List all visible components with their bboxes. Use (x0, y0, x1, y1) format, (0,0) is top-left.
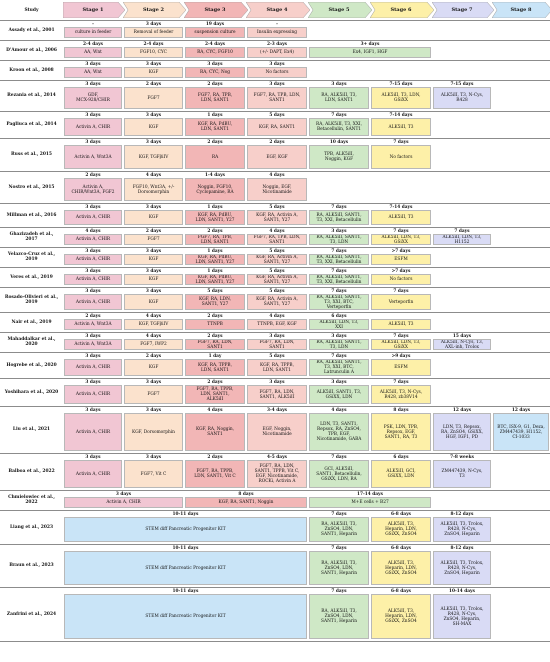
stage-factors: Activin A, CHIR (64, 118, 122, 136)
stage-duration: 3 days (145, 204, 162, 210)
stage-factors: RA, ALK5iII, SANT1, T3, XXI, BTC, Verteporfin (309, 294, 369, 310)
stage-duration: 4 days (85, 228, 101, 234)
stage-duration: 7-14 days (389, 112, 413, 118)
stage-duration: 4 days (145, 172, 162, 178)
stage-duration: 3+ days (360, 41, 380, 47)
stage-factors: Activin A, CHIR (64, 413, 122, 451)
stage-factors: FGF7 (124, 234, 183, 245)
stage-duration: 5 days (269, 288, 285, 294)
stage-factors: RA, ALK5iII, T3, ZnSO4, LDN, SANT1, Heparin (309, 594, 369, 639)
study-header: Study (24, 7, 39, 13)
stage-factors: KGF (124, 294, 183, 310)
study-name: Nostro et al., 2015 (8, 184, 55, 190)
stage-factors: KGF, RA, SANT1 (247, 118, 307, 136)
study-name: Ghazizadeh et al., 2017 (9, 232, 54, 242)
stage-duration: 12 days (511, 407, 531, 413)
stage-factors: Activin A, Wnt3A (64, 319, 122, 330)
stage-factors: STEM diff Pancreatic Progenitor KIT (64, 594, 307, 639)
stage-factors: Noggin, FGF10, Cyclopamine, RA (185, 178, 245, 201)
stage-duration: 2 days (207, 379, 223, 385)
stage-duration: 4 days (145, 333, 162, 339)
stage-factors: ALK5iII, T3, Trolox, R428, N-Cys, ZnSO4, Heparin (433, 551, 491, 585)
stage-factors: FGF7 (124, 87, 183, 109)
stage-duration: 2 days (145, 353, 162, 359)
stage-duration: 2 days (207, 333, 223, 339)
stage-duration: 4 days (269, 228, 285, 234)
stage-duration: 2 days (145, 228, 162, 234)
stage-factors: KGF, RA, PdBU, LDN, SANT1, Y27 (185, 274, 245, 285)
stage-factors: RA, ALK5iII, T3, LDN, SANT1 (309, 87, 369, 109)
stage-factors: ALK5iII, T3 (371, 118, 431, 136)
stage-factors: RA, ALK5iII, T3, ZnSO4, LDN, SANT1, Heparin (309, 551, 369, 585)
row-divider (0, 641, 550, 642)
stage-factors: ALK5iII, N-Cys, T3, AXL-inh, Trolox (433, 339, 491, 350)
stage-duration: 3 days (269, 81, 285, 87)
stage-factors: BTC, ISX-9, G1, Deza, ZM447439, H1152, CI-1033 (493, 413, 549, 451)
stage-duration: 2 days (207, 313, 223, 319)
stage-duration: 7 days (331, 204, 347, 210)
study-name: Yoshihara et al., 2020 (4, 389, 59, 395)
stage-duration: 2 days (207, 81, 223, 87)
stage-duration: 5 days (269, 268, 285, 274)
stage-factors: suspension culture (185, 27, 245, 38)
stage-factors: PSK, LDN, TPB, Repsox, EGF, SANT1, RA, T3 (371, 413, 431, 451)
stage-duration: 7 days (331, 588, 347, 594)
stage-header-label: Stage 5 (328, 7, 350, 13)
stage-header-label: Stage 1 (82, 7, 104, 13)
stage-duration: 7 days (331, 353, 347, 359)
stage-factors: EGF, Noggin, Nicotinamide (247, 413, 307, 451)
stage-duration: 2 days (207, 139, 223, 145)
stage-duration: 3 days (85, 333, 101, 339)
stage-duration: 3 days (331, 379, 347, 385)
stage-duration: 3 days (269, 379, 285, 385)
study-name: Velazco-Cruz et al., 2019 (7, 252, 56, 262)
stage-duration: 3 days (85, 268, 101, 274)
stage-factors: Activin A, Wnt3A (64, 145, 122, 169)
stage-duration: 3 days (85, 248, 101, 254)
stage-duration: 2 days (207, 454, 223, 460)
study-name: Nair et al., 2019 (11, 319, 52, 325)
stage-duration: 6-8 days (391, 511, 411, 517)
stage-duration: 6 days (331, 313, 347, 319)
stage-factors: Activin A, CHIR (64, 497, 183, 508)
stage-duration: 7 days (393, 379, 409, 385)
stage-duration: 7 days (393, 139, 409, 145)
stage-duration: 3 days (85, 61, 101, 67)
stage-factors: Activin A, CHIR (64, 294, 122, 310)
stage-duration: 7 days (393, 228, 409, 234)
stage-duration: 1 days (207, 248, 223, 254)
stage-duration: 3 days (331, 81, 347, 87)
stage-duration: 17-14 days (357, 491, 383, 497)
study-name: Mahaddalkar et al., 2020 (7, 337, 56, 347)
stage-duration: 1 days (207, 112, 223, 118)
stage-duration: 3 days (331, 228, 347, 234)
stage-factors: LDN, T3, SANT1, Repsox, RA, ZnSO4, TPB, EGF, Nicotinamide, GABA (309, 413, 369, 451)
stage-factors: ALK5iII, T3, N-Cys, R428 (433, 87, 491, 109)
stage-duration: >7 days (391, 248, 411, 254)
stage-duration: 3 days (145, 112, 162, 118)
study-name: Pagliuca et al., 2014 (6, 122, 57, 127)
stage-factors: KGF (124, 210, 183, 225)
stage-duration: 6-8 days (391, 545, 411, 551)
stage-factors: FGF7, RA, TPB, LDN, SANT1 (185, 234, 245, 245)
stage-factors: RA, ALK5iII, T3, ZnSO4, LDN, SANT1, Heparin (309, 517, 369, 542)
stage-duration: 3 days (85, 454, 101, 460)
stage-factors: RA, ALK5iII, SANT1, T3, XXI, Betacellulin (309, 210, 369, 225)
stage-factors: RA, CYC, Nog (185, 67, 245, 78)
stage-duration: 3 days (269, 61, 285, 67)
stage-factors: ALK5iII, T3 (371, 210, 431, 225)
stage-duration: >9 days (391, 353, 411, 359)
stage-duration: 5 days (207, 288, 223, 294)
stage-factors: KGF, RA, TPPB, LDN, SANT1 (185, 359, 245, 376)
stage-factors: KGF, RA, TPPB, LDN, SANT1 (247, 359, 307, 376)
stage-duration: 2 days (207, 228, 223, 234)
stage-factors: FGF7, RA, LDN, SANT1, ALK5iII (247, 385, 307, 404)
stage-factors: ALK5iII, T3, N-Cys, R428, zb38V14 (371, 385, 431, 404)
stage-duration: 4 days (145, 313, 162, 319)
stage-factors: TTNPB, EGF, KGF (247, 319, 307, 330)
stage-factors: STEM diff Pancreatic Progenitor KIT (64, 517, 307, 542)
stage-factors: KGF, RA, Activin A, SANT1, Y27 (247, 210, 307, 225)
stage-factors: ALK5iII, T3, Trolox, R428, N-Cys, ZnSO4, Heparin, SH-MAX (433, 594, 491, 639)
stage-duration: 3 days (145, 21, 162, 27)
stage-header-label: Stage 7 (451, 7, 473, 13)
stage-duration: 3 days (85, 139, 101, 145)
stage-factors: Activin A, CHIR (64, 254, 122, 265)
stage-factors: KGF, RA, PdBU, LDN, SANT1 (185, 118, 245, 136)
stage-factors: FGF7, RA, LDN, SANT1, TPPB, Vit C, EGF, Nicotinamide, ROCKi, Activin A (247, 460, 307, 488)
study-name: Braun et al., 2023 (9, 563, 54, 568)
stage-duration: 2-4 days (205, 41, 225, 47)
stage-factors: ALK5iII, T3, Trolox, R428, N-Cys, ZnSO4, Heparin (433, 517, 491, 542)
stage-factors: KGF (124, 254, 183, 265)
stage-duration: 7 days (331, 248, 347, 254)
stage-duration: 4 days (331, 407, 347, 413)
stage-factors: FGF7, RA, TPPB, LDN, SANT1, Vit C (185, 460, 245, 488)
stage-duration: 2 days (269, 139, 285, 145)
stage-duration: - (92, 21, 94, 27)
stage-duration: 5 days (269, 204, 285, 210)
study-name: Millman et al., 2016 (6, 212, 57, 218)
stage-duration: 5 days (269, 248, 285, 254)
study-name: Chmielowiec et al., 2022 (8, 495, 55, 505)
study-name: Russ et al., 2015 (11, 152, 52, 157)
stage-duration: 6-8 days (391, 588, 411, 594)
stage-duration: 2 days (85, 172, 101, 178)
stage-factors: Activin A, CHIR (64, 385, 122, 404)
study-name: Liang et al., 2023 (9, 524, 54, 530)
stage-factors: FGF7, RA, TPPB, LDN, SANT1, ALK5iII (185, 385, 245, 404)
stage-factors: Insulin expressing (247, 27, 307, 38)
stage-factors: FGF7, RA, TPB, LDN, SANT1 (185, 87, 245, 109)
stage-factors: Activin A, CHIR (64, 274, 122, 285)
stage-factors: FGF7, RA, LDN, SANT1 (185, 339, 245, 350)
stage-duration: 7 days (393, 333, 409, 339)
stage-factors: KGF, RA, LDN, SANT1, Y27 (185, 294, 245, 310)
stage-duration: 3 days (85, 288, 101, 294)
stage-factors: TTNPB (185, 319, 245, 330)
stage-factors: KGF, RA, Noggin, SANT1 (185, 413, 245, 451)
stage-factors: FGF7 (124, 385, 183, 404)
stage-duration: 6 days (393, 454, 409, 460)
stage-factors: GDF, MCX-928/CHIR (64, 87, 122, 109)
study-name: Balboa et al., 2022 (8, 469, 55, 474)
stage-factors: ALK5iII, T3, Heparin, LDN, GSiXX, ZnSO4 (371, 551, 431, 585)
stage-duration: 15 days (452, 333, 472, 339)
stage-duration: 2 days (85, 313, 101, 319)
stage-duration: 3 days (145, 139, 162, 145)
stage-duration: 3 days (145, 454, 162, 460)
stage-duration: 2 days (145, 81, 162, 87)
study-name: Zanfrini et al., 2024 (6, 611, 57, 617)
stage-factors: culture in feeder (64, 27, 122, 38)
stage-duration: 3 days (85, 379, 101, 385)
stage-factors: ZM447439, N-Cys, T3 (433, 460, 491, 488)
stage-duration: 10-14 days (449, 588, 475, 594)
stage-factors: FGF10, Wnt3A, +/- Dorsomorphin (124, 178, 183, 201)
stage-duration: 3 days (85, 112, 101, 118)
stage-factors: ALK5iII, LDN, T3, GSiXX (371, 339, 431, 350)
stage-duration: 4 days (269, 313, 285, 319)
stage-duration: 3 days (85, 407, 101, 413)
stage-factors: ALK5iII, T3, Heparin, LDN, GSiXX, ZnSO4 (371, 517, 431, 542)
stage-duration: 7 days (454, 228, 470, 234)
stage-factors: Activin A, CHIR (64, 460, 122, 488)
stage-duration: 3 days (85, 353, 101, 359)
study-name: Liu et al., 2021 (12, 427, 51, 432)
stage-factors: KGF (124, 359, 183, 376)
stage-factors: FGF7, RA, LDN, SANT1 (247, 339, 307, 350)
stage-duration: 3 days (145, 407, 162, 413)
stage-duration: 8-12 days (450, 545, 474, 551)
stage-factors: LDN, T3, Repsox, RA, ZnSO4, GSiXX, HGF, IGF1, PD (433, 413, 491, 451)
stage-factors: AA, Wnt (64, 47, 122, 58)
stage-duration: 3 days (145, 61, 162, 67)
stage-factors: No factors (371, 145, 431, 169)
stage-factors: STEM diff Pancreatic Progenitor KIT (64, 551, 307, 585)
stage-factors: FGF7, IWP2 (124, 339, 183, 350)
stage-factors: KGF, RA, PdBU, LDN, SANT1, Y27 (185, 254, 245, 265)
stage-factors: No factors (371, 274, 431, 285)
stage-duration: 7-15 days (450, 81, 474, 87)
stage-duration: 8-12 days (450, 511, 474, 517)
stage-duration: 3 days (115, 491, 132, 497)
stage-duration: 8 days (238, 491, 254, 497)
stage-factors: Activin A, CHIR (64, 234, 122, 245)
stage-factors: RA (185, 145, 245, 169)
stage-factors: KGF, TGFβiIV (124, 145, 183, 169)
stage-factors: ESFM (371, 254, 431, 265)
stage-factors: M+E cells + B27 (309, 497, 431, 508)
stage-duration: >7 days (391, 268, 411, 274)
stage-duration: 7 days (331, 511, 347, 517)
stage-duration: 3 days (145, 288, 162, 294)
stage-factors: GCI, ALK5iII, SANT1, Betacellulin, GSiXX, LDN, RA (309, 460, 369, 488)
stage-factors: RA, ALK5iII, SANT1, T3, XXI, Betacellulin (309, 254, 369, 265)
stage-duration: 10-11 days (172, 588, 199, 594)
stage-factors: RA, CYC, FGF10 (185, 47, 245, 58)
stage-factors: (+/- DAPT, Ex4) (247, 47, 307, 58)
stage-duration: 7-14 days (389, 204, 413, 210)
stage-duration: 10 days (329, 139, 349, 145)
stage-duration: 3 days (207, 61, 223, 67)
stage-factors: No factors (247, 67, 307, 78)
stage-factors: RA, ALK5iII, SANT1, T3, LDN (309, 234, 369, 245)
stage-factors: ALK5iII, SANT1, T3, GSiXX, LDN (309, 385, 369, 404)
stage-factors: FGF10, CYC (124, 47, 183, 58)
stage-factors: RA, ALK5iII, SANT1, T3, XXI, Betacellulin (309, 274, 369, 285)
stage-factors: TPB, ALK5iII, Noggin, KGF (309, 145, 369, 169)
study-name: Veres et al., 2019 (10, 274, 53, 280)
stage-factors: Activin A, CHIR (64, 359, 122, 376)
stage-factors: KGF, TGFβiIV (124, 319, 183, 330)
stage-factors: ESFM (371, 359, 431, 376)
stage-header-label: Stage 4 (266, 7, 288, 13)
stage-factors: KGF (124, 67, 183, 78)
stage-duration: 3 days (331, 333, 347, 339)
stage-factors: Activin A, CHIR/Wnt3A, FGF2 (64, 178, 122, 201)
stage-header-label: Stage 8 (510, 7, 532, 13)
stage-duration: 4 days (207, 407, 223, 413)
stage-factors: ALK5iII, LDN, T3, XXI (309, 319, 369, 330)
stage-factors: KGF, RA, Activin A, SANT1, Y27 (247, 274, 307, 285)
stage-duration: 5 days (269, 112, 285, 118)
stage-factors: RA, ALK5iII, T3, XXI, Betacellulin, SANT1 (309, 118, 369, 136)
stage-factors: Verteporfin (371, 294, 431, 310)
stage-duration: 5 days (269, 353, 285, 359)
study-name: D'Amour et al., 2006 (6, 47, 57, 53)
stage-factors: AA, Wnt (64, 67, 122, 78)
study-name: Hogrebe et al., 2020 (6, 362, 57, 368)
stage-duration: 3 days (269, 333, 285, 339)
stage-duration: 7 days (331, 268, 347, 274)
stage-factors: RA, ALK5iII, SANT1, T3, XXI, BTC, Latrunculin A (309, 359, 369, 376)
stage-duration: 8 days (393, 407, 409, 413)
stage-duration: 1 days (207, 204, 223, 210)
stage-duration: 7 days (331, 454, 347, 460)
stage-factors: ALK5iII, LDN, T3, H1152 (433, 234, 491, 245)
stage-duration: 4 days (269, 172, 285, 178)
stage-factors: KGF, RA, SANT1, Noggin (185, 497, 307, 508)
study-name: Rosado-Olivieri et al., 2019 (4, 294, 59, 305)
stage-duration: 7-8 weeks (450, 454, 474, 460)
stage-duration: 7 days (331, 545, 347, 551)
stage-factors: FGF7, Vit C (124, 460, 183, 488)
stage-duration: 3-4 days (267, 407, 287, 413)
stage-factors: ALK5iII, GCI, GSiXX, LDN (371, 460, 431, 488)
stage-duration: 1 day (208, 353, 222, 359)
stage-duration: 10-11 days (172, 545, 199, 551)
stage-duration: 2-4 days (143, 41, 164, 47)
stage-duration: 7 days (331, 288, 347, 294)
stage-duration: 3 days (145, 248, 162, 254)
stage-factors: FGF7, RA, TPB, LDN, SANT1 (247, 87, 307, 109)
stage-duration: 4-5 days (267, 454, 287, 460)
stage-factors: ALK5iII, T3 (371, 319, 431, 330)
stage-factors: Activin A, Wnt3A (64, 339, 122, 350)
stage-duration: 3 days (85, 81, 101, 87)
stage-factors: KGF (124, 274, 183, 285)
study-name: Assady et al., 2001 (8, 27, 55, 33)
study-name: Rezania et al., 2014 (7, 93, 56, 98)
stage-factors: RA, ALK5iII, SANT1, T3, LDN (309, 339, 369, 350)
stage-header-label: Stage 6 (390, 7, 412, 13)
stage-factors: Activin A, CHIR (64, 210, 122, 225)
stage-factors: Noggin, EGF, Nicotinamide (247, 178, 307, 201)
stage-duration: 7 days (393, 288, 409, 294)
stage-duration: - (276, 21, 278, 27)
stage-factors: ALK5iII, T3, Heparin, LDN, GSiXX, ZnSO4 (371, 594, 431, 639)
stage-duration: 2-3 days (267, 41, 287, 47)
stage-duration: 10-11 days (172, 511, 199, 517)
stage-duration: 3 days (145, 268, 162, 274)
stage-factors: KGF, RA, Activin A, SANT1, Y27 (247, 254, 307, 265)
stage-factors: ALK5iII, T3, LDN, GSiXX (371, 87, 431, 109)
stage-factors: KGF, RA, Activin A, SANT1, Y27 (247, 294, 307, 310)
stage-duration: 3 days (85, 204, 101, 210)
stage-header-label: Stage 3 (204, 7, 226, 13)
stage-factors: EGF, KGF (247, 145, 307, 169)
stage-duration: 7 days (331, 112, 347, 118)
study-name: Kroon et al., 2008 (9, 67, 54, 73)
stage-factors: KGF, Dorsomorphin (124, 413, 183, 451)
stage-factors: FGF7, RA, TPB, LDN, SANT1 (247, 234, 307, 245)
stage-factors: KGF (124, 118, 183, 136)
stage-duration: 7-15 days (389, 81, 413, 87)
stage-factors: Ex4, IGF1, HGF (309, 47, 431, 58)
stage-factors: ALK5iII, LDN, T3, GSiXX (371, 234, 431, 245)
stage-duration: 2-4 days (83, 41, 103, 47)
stage-factors: Removal of feeder (124, 27, 183, 38)
stage-duration: 1-4 days (205, 172, 225, 178)
stage-duration: 1 days (207, 268, 223, 274)
stage-duration: 3 days (145, 379, 162, 385)
stage-duration: 19 days (205, 21, 225, 27)
stage-factors: KGF, RA, PdBU, LDN, SANT1, Y27 (185, 210, 245, 225)
stage-header-label: Stage 2 (142, 7, 165, 13)
stage-duration: 12 days (452, 407, 472, 413)
